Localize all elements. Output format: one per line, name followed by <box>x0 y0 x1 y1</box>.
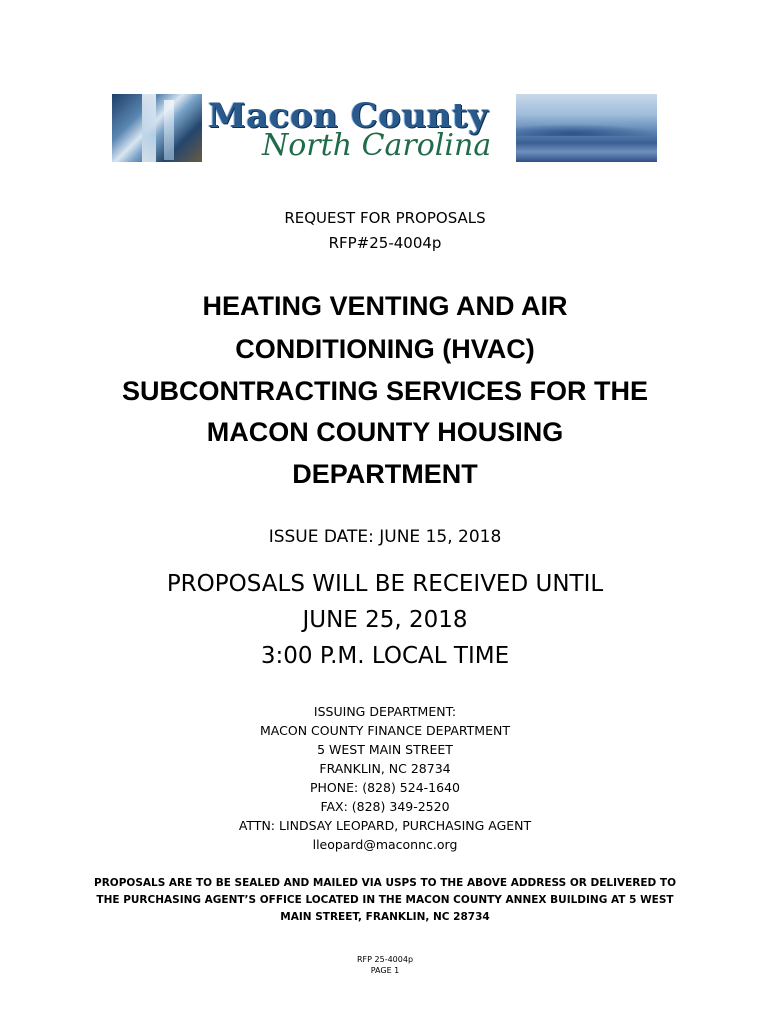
dept-attn: ATTN: LINDSAY LEOPARD, PURCHASING AGENT <box>238 818 532 833</box>
dept-city: FRANKLIN, NC 28734 <box>319 761 451 776</box>
notice-line-3: MAIN STREET, FRANKLIN, NC 28734 <box>280 911 490 923</box>
waterfall-image <box>112 94 202 162</box>
title-line-3: SUBCONTRACTING SERVICES FOR THE <box>121 376 649 406</box>
logo-subtitle: North Carolina <box>262 128 492 163</box>
dept-label: ISSUING DEPARTMENT: <box>313 704 457 719</box>
footer-ref: RFP 25-4004p <box>356 955 414 964</box>
issue-date: ISSUE DATE: JUNE 15, 2018 <box>268 527 502 547</box>
rfp-heading: REQUEST FOR PROPOSALS <box>284 209 486 227</box>
title-line-1: HEATING VENTING AND AIR <box>202 291 568 321</box>
title-line-4: MACON COUNTY HOUSING <box>206 417 564 447</box>
title-line-5: DEPARTMENT <box>292 459 478 489</box>
dept-name: MACON COUNTY FINANCE DEPARTMENT <box>260 723 510 738</box>
rfp-number: RFP#25-4004p <box>328 234 442 252</box>
notice-line-1: PROPOSALS ARE TO BE SEALED AND MAILED VIA USPS TO THE ABOVE ADDRESS OR DELIVERED TO <box>94 877 676 889</box>
dept-street: 5 WEST MAIN STREET <box>317 742 453 757</box>
notice-line-2: THE PURCHASING AGENT’S OFFICE LOCATED IN THE MACON COUNTY ANNEX BUILDING AT 5 WEST <box>96 894 674 906</box>
title-line-2: CONDITIONING (HVAC) <box>235 334 535 364</box>
deadline-line-1: PROPOSALS WILL BE RECEIVED UNTIL <box>166 571 604 597</box>
logo-title: Macon County <box>208 96 489 136</box>
dept-email-link[interactable]: lleopard@maconnc.org <box>312 837 458 852</box>
macon-county-logo <box>112 94 657 162</box>
deadline-line-2: JUNE 25, 2018 <box>302 607 468 633</box>
deadline-line-3: 3:00 P.M. LOCAL TIME <box>260 643 510 669</box>
footer-page: PAGE 1 <box>370 966 400 975</box>
dept-fax: FAX: (828) 349-2520 <box>320 799 450 814</box>
mountains-image <box>516 94 657 162</box>
dept-phone: PHONE: (828) 524-1640 <box>310 780 460 795</box>
